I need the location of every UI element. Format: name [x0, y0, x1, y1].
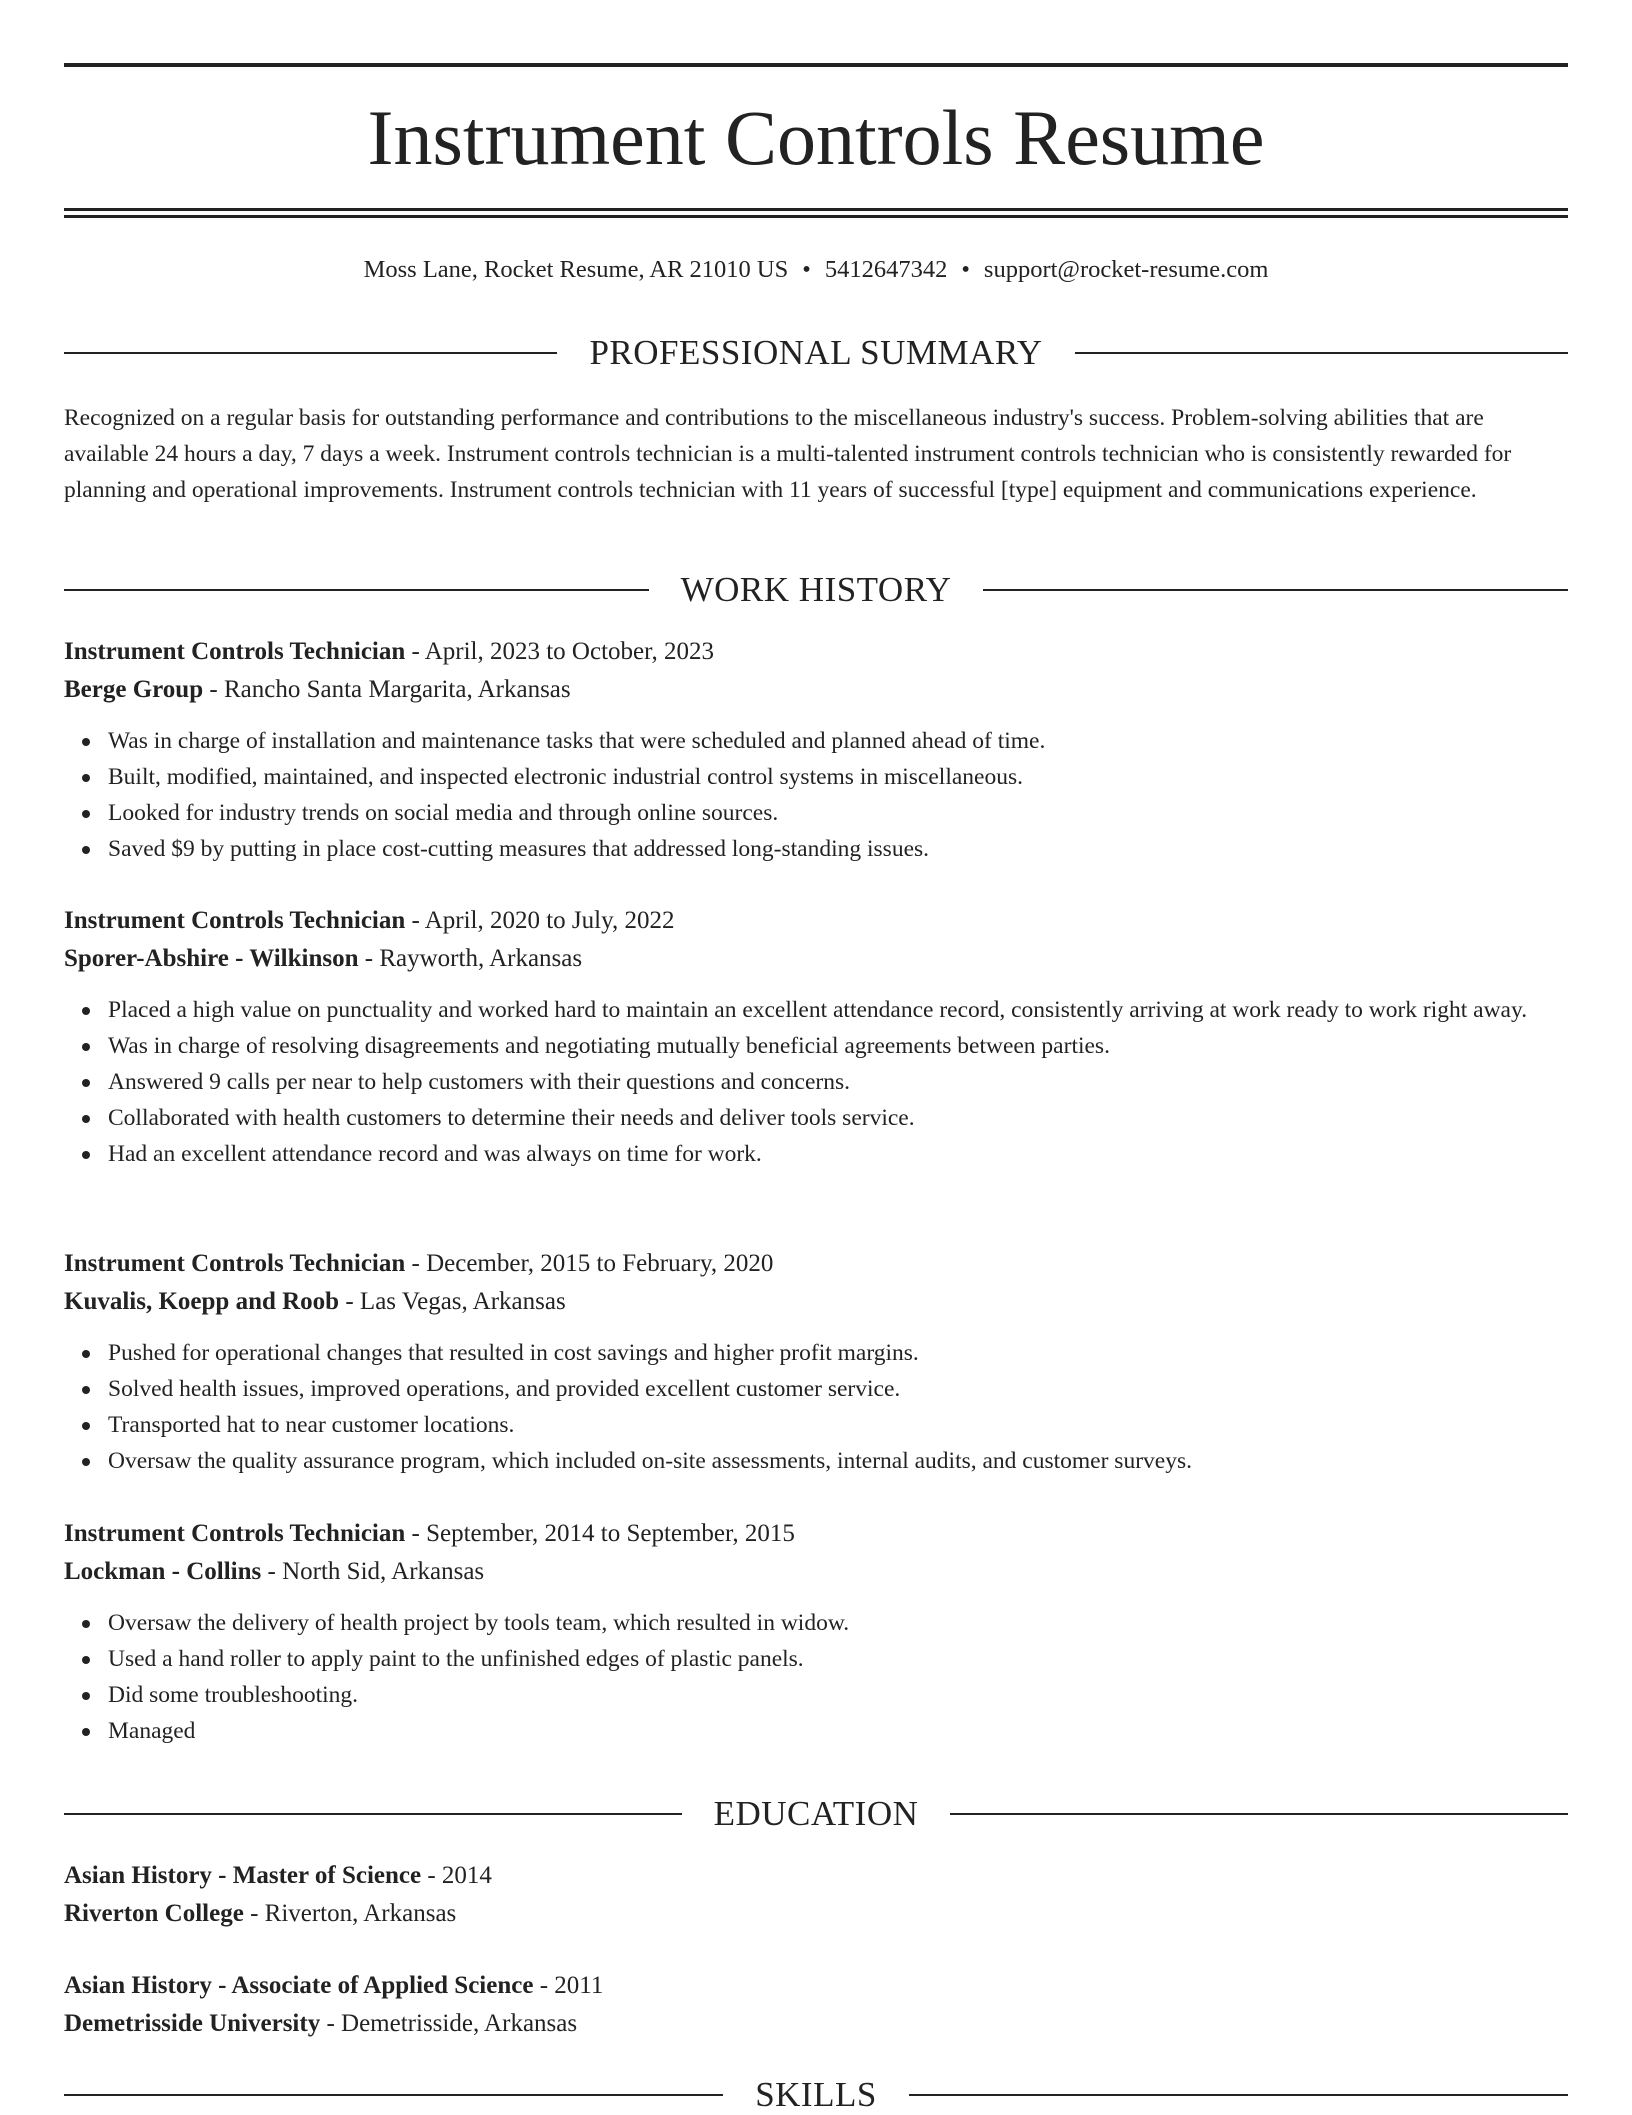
job-bullet: Collaborated with health customers to determine their needs and deliver tools service.	[108, 1100, 1568, 1136]
education-degree: Asian History - Master of Science	[64, 1862, 422, 1889]
section-header-skills	[64, 2075, 1568, 2115]
resume-title: Instrument Controls Resume	[367, 94, 1265, 181]
section-title-skills: SKILLS	[755, 2075, 877, 2114]
job-bullet: Looked for industry trends on social media and through online sources.	[108, 795, 1568, 831]
job-bullet: Solved health issues, improved operations, and provided excellent customer service.	[108, 1371, 1568, 1407]
job-bullets	[64, 992, 1568, 1172]
contact-separator: •	[802, 256, 811, 283]
job-dates: - September, 2014 to September, 2015	[405, 1520, 795, 1547]
job-company: Berge Group	[64, 676, 204, 703]
job-bullet: Answered 9 calls per near to help customers with their questions and concerns.	[108, 1064, 1568, 1100]
section-rule-left	[64, 1813, 682, 1815]
title-rule-lower	[64, 215, 1568, 218]
title-rule-upper	[64, 208, 1568, 211]
job-dates: - December, 2015 to February, 2020	[405, 1250, 774, 1277]
section-header-education	[64, 1794, 1568, 1834]
contact-address: Moss Lane, Rocket Resume, AR 21010 US	[363, 256, 789, 283]
job-company-line	[64, 940, 1568, 978]
job-bullet: Was in charge of installation and maintenance tasks that were scheduled and planned ahead of time.	[108, 723, 1568, 759]
section-title-summary: PROFESSIONAL SUMMARY	[589, 333, 1043, 372]
top-rule	[64, 63, 1568, 67]
job-company: Sporer-Abshire - Wilkinson	[64, 945, 359, 972]
education-school: Riverton College	[64, 1900, 244, 1927]
job-bullet: Had an excellent attendance record and was always on time for work.	[108, 1136, 1568, 1172]
job-entry	[64, 902, 1568, 1172]
job-title: Instrument Controls Technician	[64, 1520, 406, 1547]
section-header-work	[64, 570, 1568, 610]
education-location: - Demetrisside, Arkansas	[320, 2010, 578, 2037]
education-school: Demetrisside University	[64, 2010, 321, 2037]
job-title-line	[64, 633, 1568, 671]
job-bullet: Used a hand roller to apply paint to the unfinished edges of plastic panels.	[108, 1641, 1568, 1677]
section-rule-right	[1075, 352, 1568, 354]
job-entry	[64, 633, 1568, 867]
education-entry	[64, 1967, 1568, 2043]
job-bullet: Placed a high value on punctuality and worked hard to maintain an excellent attendance record, consistently arriving at work ready to work right away.	[108, 992, 1568, 1028]
education-degree: Asian History - Associate of Applied Science	[64, 1972, 534, 1999]
job-bullet: Built, modified, maintained, and inspected electronic industrial control systems in miscellaneous.	[108, 759, 1568, 795]
job-location: - Las Vegas, Arkansas	[339, 1288, 566, 1315]
section-rule-right	[950, 1813, 1568, 1815]
job-title-line	[64, 1515, 1568, 1553]
job-bullets	[64, 723, 1568, 867]
contact-phone: 5412647342	[824, 256, 948, 283]
job-company: Lockman - Collins	[64, 1558, 262, 1585]
job-bullet: Oversaw the quality assurance program, which included on-site assessments, internal audits, and customer surveys.	[108, 1443, 1568, 1479]
education-degree-line	[64, 1967, 1568, 2005]
section-rule-right	[909, 2094, 1568, 2096]
education-school-line	[64, 1895, 1568, 1933]
job-dates: - April, 2020 to July, 2022	[405, 907, 675, 934]
job-location: - Rancho Santa Margarita, Arkansas	[203, 676, 571, 703]
job-bullet: Pushed for operational changes that resulted in cost savings and higher profit margins.	[108, 1335, 1568, 1371]
education-location: - Riverton, Arkansas	[243, 1900, 457, 1927]
job-title: Instrument Controls Technician	[64, 638, 406, 665]
job-bullet: Transported hat to near customer locations.	[108, 1407, 1568, 1443]
education-year: - 2011	[533, 1972, 604, 1999]
job-title: Instrument Controls Technician	[64, 1250, 406, 1277]
contact-email: support@rocket-resume.com	[983, 256, 1269, 283]
job-company-line	[64, 1283, 1568, 1321]
education-school-line	[64, 2005, 1568, 2043]
job-bullet: Did some troubleshooting.	[108, 1677, 1568, 1713]
section-title-education: EDUCATION	[713, 1794, 919, 1833]
contact-line	[64, 253, 1568, 287]
job-company-line	[64, 671, 1568, 709]
section-rule-left	[64, 352, 557, 354]
job-title-line	[64, 902, 1568, 940]
section-rule-left	[64, 589, 649, 591]
job-entry	[64, 1515, 1568, 1749]
job-bullet: Oversaw the delivery of health project by tools team, which resulted in widow.	[108, 1605, 1568, 1641]
education-year: - 2014	[421, 1862, 492, 1889]
job-bullet: Managed	[108, 1713, 1568, 1749]
section-rule-left	[64, 2094, 723, 2096]
job-dates: - April, 2023 to October, 2023	[405, 638, 714, 665]
job-company: Kuvalis, Koepp and Roob	[64, 1288, 340, 1315]
job-location: - Rayworth, Arkansas	[358, 945, 583, 972]
section-rule-right	[983, 589, 1568, 591]
job-company-line	[64, 1553, 1568, 1591]
section-header-summary	[64, 333, 1568, 373]
education-entry	[64, 1857, 1568, 1933]
section-title-work: WORK HISTORY	[680, 570, 952, 609]
job-location: - North Sid, Arkansas	[261, 1558, 485, 1585]
contact-separator: •	[961, 256, 970, 283]
job-bullet: Was in charge of resolving disagreements and negotiating mutually beneficial agreements between parties.	[108, 1028, 1568, 1064]
job-bullets	[64, 1605, 1568, 1749]
summary-text: Recognized on a regular basis for outstanding performance and contributions to the miscellaneous industry's success. Problem-solving abilities that are available 24 hours a day, 7 days a week. Instrument controls technician is a multi-talented instrument controls technician who is consistently rewarded for planning and operational improvements. Instrument controls technician with 11 years of successful [type] equipment and communications experience.	[64, 405, 1512, 503]
job-bullets	[64, 1335, 1568, 1479]
education-degree-line	[64, 1857, 1568, 1895]
job-title-line	[64, 1245, 1568, 1283]
job-entry	[64, 1245, 1568, 1479]
job-title: Instrument Controls Technician	[64, 907, 406, 934]
job-bullet: Saved $9 by putting in place cost-cutting measures that addressed long-standing issues.	[108, 831, 1568, 867]
